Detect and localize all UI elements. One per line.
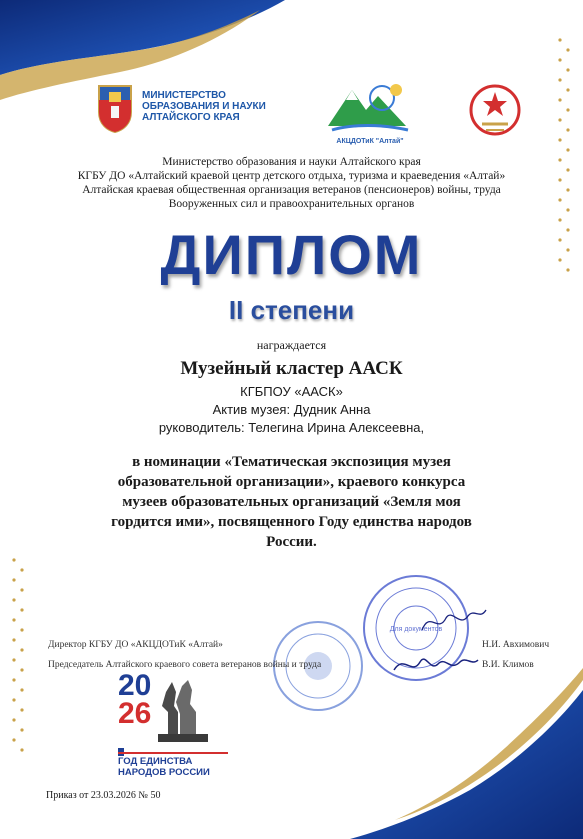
nomination-line-4: гордится ими», посвященного Году единства народов [111, 514, 472, 530]
recipient-supervisor: руководитель: Телегина Ирина Алексеевна, [158, 420, 425, 435]
flag-stripe-red [118, 752, 228, 754]
nomination-line-2: образовательной организации», краевого конкурса [117, 474, 466, 490]
organizers-block [0, 155, 583, 211]
dot-pattern-left [12, 558, 23, 751]
recipient-institution: КГБПОУ «ААСК» [240, 384, 343, 399]
handwritten-signature-2-icon [418, 600, 488, 640]
year-digits [118, 669, 152, 730]
handwritten-signature-icon [390, 648, 480, 678]
diploma-title: ДИПЛОМ [160, 223, 423, 286]
recipient-activist: Актив музея: Дудник Анна [212, 402, 371, 417]
awarded-label: награждается [256, 338, 327, 352]
nomination-line-1: в номинации «Тематическая экспозиция музея [132, 454, 451, 470]
akcdotik-logo-icon [322, 76, 418, 144]
year-digits-top: 20 [118, 669, 152, 702]
stamp-inner-text: Для документов [389, 626, 443, 633]
year-digits-bottom: 26 [118, 697, 152, 730]
ministry-line-3: АЛТАЙСКОГО КРАЯ [142, 112, 240, 123]
year-caption-2: НАРОДОВ РОССИИ [118, 767, 210, 778]
signature-role-2: Председатель Алтайского краевого совета ветеранов войны и труда [48, 660, 322, 670]
altai-coat-of-arms-icon [95, 82, 135, 134]
year-caption [118, 756, 210, 778]
nomination-line-5: России. [266, 534, 317, 550]
signature-name-1: Н.И. Авхимович [482, 640, 550, 650]
signature-role-1: Директор КГБУ ДО «АКЦДОТиК «Алтай» [48, 640, 223, 650]
center-logo-caption: АКЦДОТиК "Алтай" [336, 138, 404, 145]
year-of-unity-logo [118, 669, 248, 782]
diploma-degree: II степени [228, 295, 355, 325]
nomination-text [0, 452, 583, 552]
ministry-line-1: МИНИСТЕРСТВО [142, 90, 226, 101]
nomination-line-3: музеев образовательных организаций «Земля моя [122, 494, 461, 510]
organizer-line-2: КГБУ ДО «Алтайский краевой центр детского отдыха, туризма и краеведения «Алтай» [77, 170, 506, 182]
organizer-line-4: Вооруженных сил и правоохранительных органов [168, 198, 415, 210]
recipient-name: Музейный кластер ААСК [180, 358, 403, 379]
year-caption-1: ГОД ЕДИНСТВА [118, 756, 193, 767]
veterans-emblem-icon [468, 80, 522, 142]
ministry-logo-text [142, 90, 272, 123]
organizer-line-3: Алтайская краевая общественная организация ветеранов (пенсионеров) войны, труда [82, 184, 501, 196]
signature-name-2: В.И. Климов [482, 660, 534, 670]
order-reference: Приказ от 23.03.2026 № 50 [46, 790, 161, 801]
organizer-line-1: Министерство образования и науки Алтайского края [162, 156, 421, 168]
ministry-line-2: ОБРАЗОВАНИЯ И НАУКИ [142, 101, 266, 112]
